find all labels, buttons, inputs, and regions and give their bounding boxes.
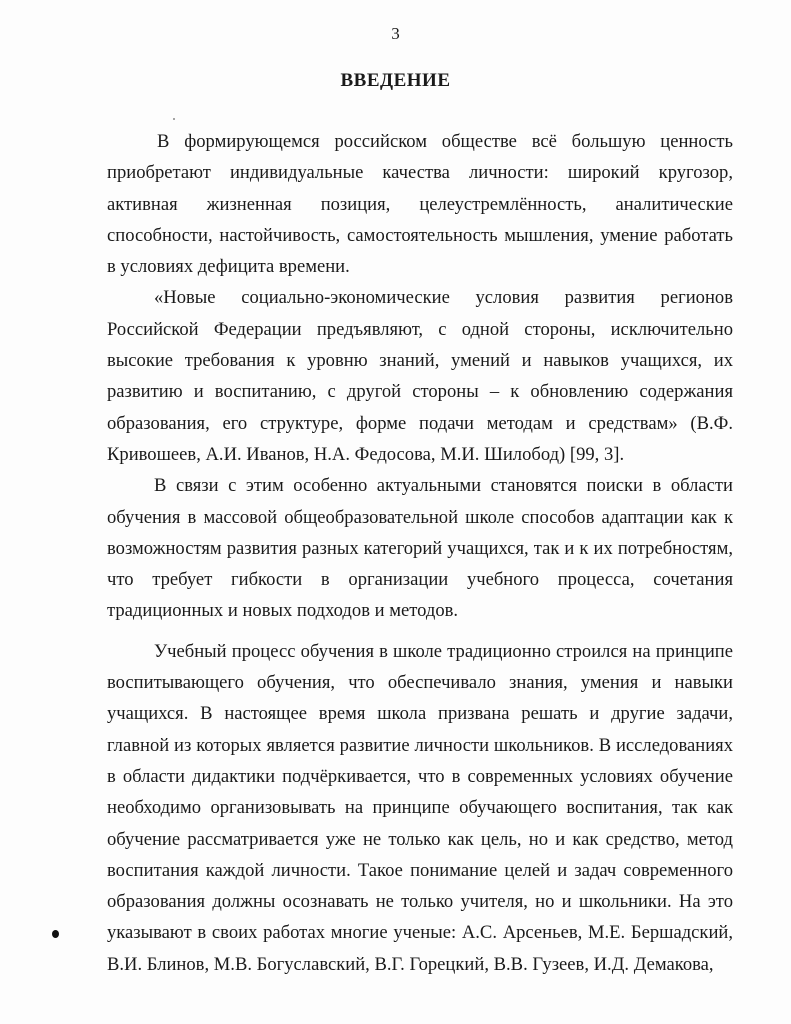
section-heading: ВВЕДЕНИЕ bbox=[340, 70, 451, 91]
paragraph-2: «Новые социально-экономические условия развития регионов Российской Федерации предъявляют, с одной стороны, исключительно высокие требования к уровню знаний, умений и навыков учащихся, их развитию и воспитанию, с другой стороны – к обновлению содержания образования, его структуре, форме подачи методам и средствам» (В.Ф. Кривошеев, А.И. Иванов, Н.А. Федосова, М.И. Шилобод) [99, 3]. bbox=[107, 287, 733, 465]
page-number: 3 bbox=[391, 24, 400, 43]
scan-speck-mark bbox=[52, 930, 59, 938]
paragraph-3: В связи с этим особенно актуальными становятся поиски в области обучения в массовой общеобразовательной школе способов адаптации как к возможностям развития разных категорий учащихся, так и к их потребностям, что требует гибкости в организации учебного процесса, сочетания традиционных и новых подходов и методов. bbox=[107, 475, 733, 622]
paragraph-4: Учебный процесс обучения в школе традиционно строился на принципе воспитывающего обучения, что обеспечивало знания, умения и навыки учащихся. В настоящее время школа призвана решать и другие задачи, главной из которых является развитие личности школьников. В исследованиях в области дидактики подчёркивается, что в современных условиях обучение необходимо организовывать на принципе обучающего воспитания, так как обучение рассматривается уже не только как цель, но и как средство, метод воспитания каждой личности. Такое понимание целей и задач современного образования должны осознавать не только учителя, но и школьники. На это указывают в своих работах многие ученые: А.С. Арсеньев, М.Е. Бершадский, В.И. Блинов, М.В. Богуславский, В.Г. Горецкий, В.В. Гузеев, И.Д. Демакова, bbox=[107, 640, 733, 975]
body-text bbox=[107, 126, 733, 980]
scan-dust-mark bbox=[173, 118, 175, 120]
paragraph-1: В формирующемся российском обществе всё большую ценность приобретают индивидуальные качества личности: широкий кругозор, активная жизненная позиция, целеустремлённость, аналитические способности, настойчивость, самостоятельность мышления, умение работать в условиях дефицита времени. bbox=[107, 131, 733, 278]
